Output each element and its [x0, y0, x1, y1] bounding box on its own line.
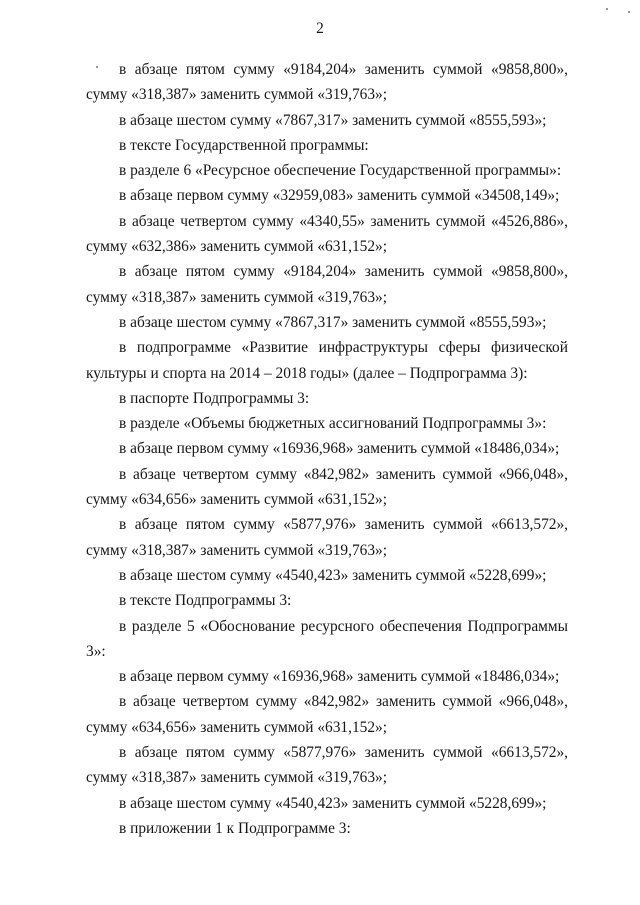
paragraph: в абзаце пятом сумму «5877,976» заменить суммой «6613,572», сумму «318,387» заменить суммой «319,763»; [86, 516, 568, 559]
paragraph: в разделе «Объемы бюджетных ассигнований Подпрограммы 3»: [119, 415, 547, 433]
paragraph: в абзаце четвертом сумму «4340,55» заменить суммой «4526,886», сумму «632,386» заменить суммой «631,152»; [86, 212, 568, 256]
paragraph: в абзаце пятом сумму «9184,204» заменить суммой «9858,800», сумму «318,387» заменить суммой «319,763»; [86, 263, 568, 306]
document-body [86, 57, 568, 841]
paragraph: в абзаце первом сумму «32959,083» заменить суммой «34508,149»; [119, 187, 560, 205]
paragraph: в абзаце пятом сумму «9184,204» заменить суммой «9858,800», сумму «318,387» заменить суммой «319,763»; [86, 61, 568, 104]
paragraph: в абзаце шестом сумму «4540,423» заменить суммой «5228,699»; [119, 794, 547, 812]
page-number: 2 [316, 20, 324, 37]
paragraph: в абзаце четвертом сумму «842,982» заменить суммой «966,048», сумму «634,656» заменить суммой «631,152»; [86, 693, 568, 736]
paragraph: в абзаце шестом сумму «4540,423» заменить суммой «5228,699»; [119, 566, 547, 584]
scan-speck [606, 8, 608, 10]
paragraph: в подпрограмме «Развитие инфраструктуры сферы физической культуры и спорта на 2014 – 2018 годы» (далее – Подпрограмма 3): [86, 339, 568, 382]
paragraph: в паспорте Подпрограммы 3: [119, 389, 310, 407]
paragraph: в разделе 5 «Обоснование ресурсного обеспечения Подпрограммы 3»: [86, 617, 568, 660]
paragraph: в абзаце пятом сумму «5877,976» заменить суммой «6613,572», сумму «318,387» заменить суммой «319,763»; [86, 744, 568, 787]
paragraph: в тексте Подпрограммы 3: [119, 592, 292, 610]
paragraph: в абзаце четвертом сумму «842,982» заменить суммой «966,048», сумму «634,656» заменить суммой «631,152»; [86, 465, 568, 509]
paragraph: в абзаце первом сумму «16936,968» заменить суммой «18486,034»; [119, 440, 560, 458]
scan-speck [628, 11, 630, 13]
paragraph: в абзаце шестом сумму «7867,317» заменить суммой «8555,593»; [119, 111, 547, 129]
paragraph: в абзаце шестом сумму «7867,317» заменить суммой «8555,593»; [119, 313, 547, 331]
paragraph: в разделе 6 «Ресурсное обеспечение Государственной программы»: [119, 162, 562, 180]
paragraph: в приложении 1 к Подпрограмме 3: [119, 819, 351, 837]
paragraph: в абзаце первом сумму «16936,968» заменить суммой «18486,034»; [119, 668, 560, 686]
paragraph: в тексте Государственной программы: [119, 136, 369, 154]
